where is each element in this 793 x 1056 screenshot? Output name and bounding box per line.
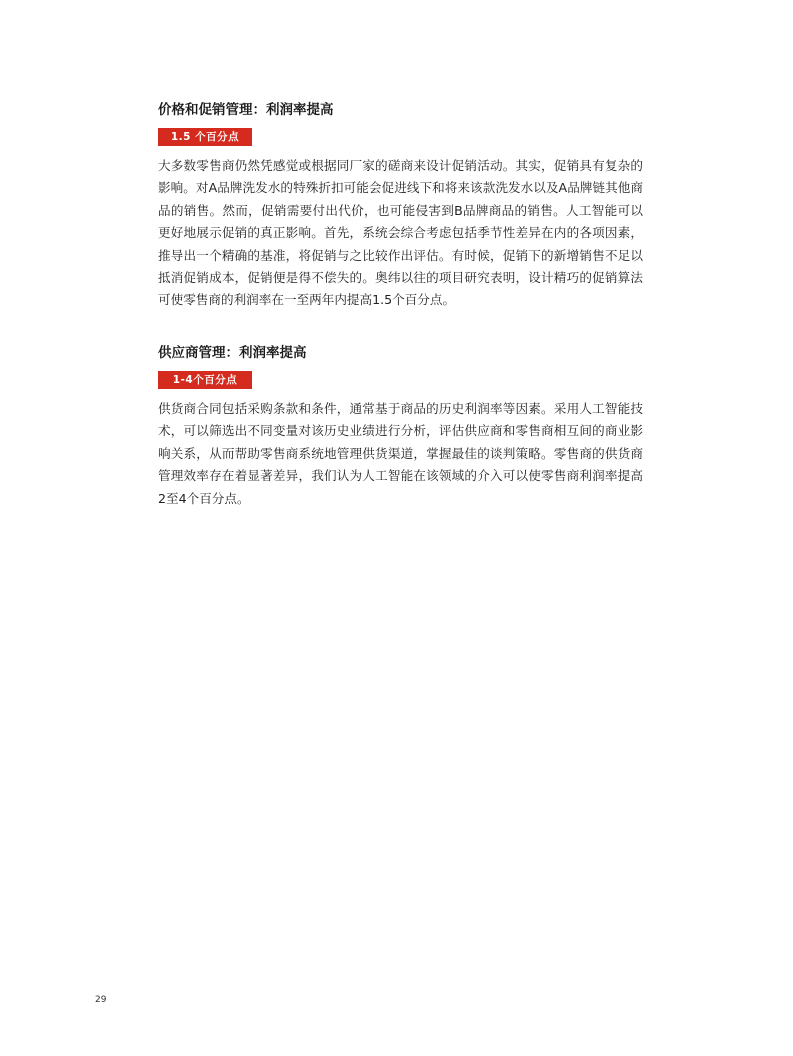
- supplier-management-section: [158, 344, 643, 510]
- margin-badge: 1-4个百分点: [158, 371, 252, 389]
- section-paragraph: 供货商合同包括采购条款和条件，通常基于商品的历史利润率等因素。采用人工智能技术，可以筛选出不同变量对该历史业绩进行分析，评估供应商和零售商相互间的商业影响关系，从而帮助零售商系统地管理供货渠道，掌握最佳的谈判策略。零售商的供货商管理效率存在着显著差异，我们认为人工智能在该领域的介入可以使零售商利润率提高2至4个百分点。: [158, 401, 643, 506]
- section-title: 价格和促销管理：利润率提高: [158, 102, 334, 118]
- section-paragraph: 大多数零售商仍然凭感觉或根据同厂家的磋商来设计促销活动。其实，促销具有复杂的影响。对A品牌洗发水的特殊折扣可能会促进线下和将来该款洗发水以及A品牌链其他商品的销售。然而，促销需要付出代价，也可能侵害到B品牌商品的销售。人工智能可以更好地展示促销的真正影响。首先，系统会综合考虑包括季节性差异在内的各项因素，推导出一个精确的基准，将促销与之比较作出评估。有时候，促销下的新增销售不足以抵消促销成本，促销便是得不偿失的。奥纬以往的项目研究表明，设计精巧的促销算法可使零售商的利润率在一至两年内提高1.5个百分点。: [158, 158, 643, 308]
- section-title: 供应商管理：利润率提高: [158, 345, 307, 361]
- margin-badge: 1.5 个百分点: [158, 128, 252, 146]
- pricing-promotion-section: [158, 101, 643, 312]
- page-number: 29: [95, 995, 107, 1005]
